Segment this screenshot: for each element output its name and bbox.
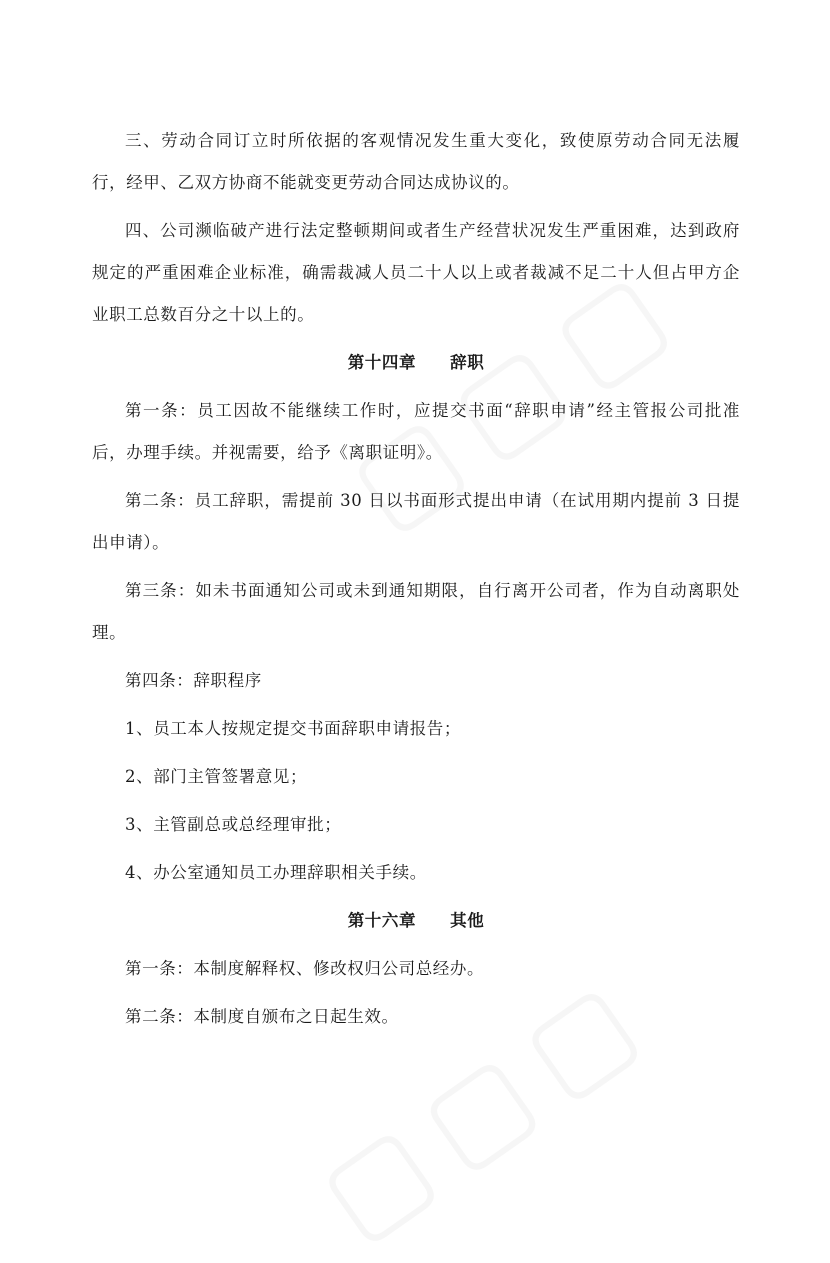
chapter-heading [92,900,740,942]
list-item: 1、员工本人按规定提交书面辞职申请报告； [125,719,461,738]
document-body [92,120,740,1044]
list-item: 4、办公室通知员工办理辞职相关手续。 [125,863,427,882]
article: 第二条：本制度自颁布之日起生效。 [125,1007,399,1026]
article: 第一条：本制度解释权、修改权归公司总经办。 [125,959,485,978]
paragraph: 四、公司濒临破产进行法定整顿期间或者生产经营状况发生严重困难，达到政府规定的严重困难企业标准，确需裁减人员二十人以上或者裁减不足二十人但占甲方企业职工总数百分之十以上的。 [92,221,740,324]
article: 第三条：如未书面通知公司或未到通知期限，自行离开公司者，作为自动离职处理。 [92,581,740,642]
list-item: 2、部门主管签署意见； [125,767,308,786]
article: 第一条：员工因故不能继续工作时，应提交书面“辞职申请”经主管报公司批准后，办理手续。并视需要，给予《离职证明》。 [92,401,740,462]
article: 第二条：员工辞职，需提前 30 日以书面形式提出申请（在试用期内提前 3 日提出申请）。 [92,491,740,552]
list-item: 3、主管副总或总经理审批； [125,815,342,834]
chapter-number: 第十六章 [347,911,417,930]
chapter-number: 第十四章 [347,353,417,372]
chapter-title: 其他 [450,911,485,930]
paragraph: 三、劳动合同订立时所依据的客观情况发生重大变化，致使原劳动合同无法履行，经甲、乙双方协商不能就变更劳动合同达成协议的。 [92,131,740,192]
article: 第四条：辞职程序 [125,671,262,690]
chapter-title: 辞职 [450,353,485,372]
chapter-heading [92,342,740,384]
